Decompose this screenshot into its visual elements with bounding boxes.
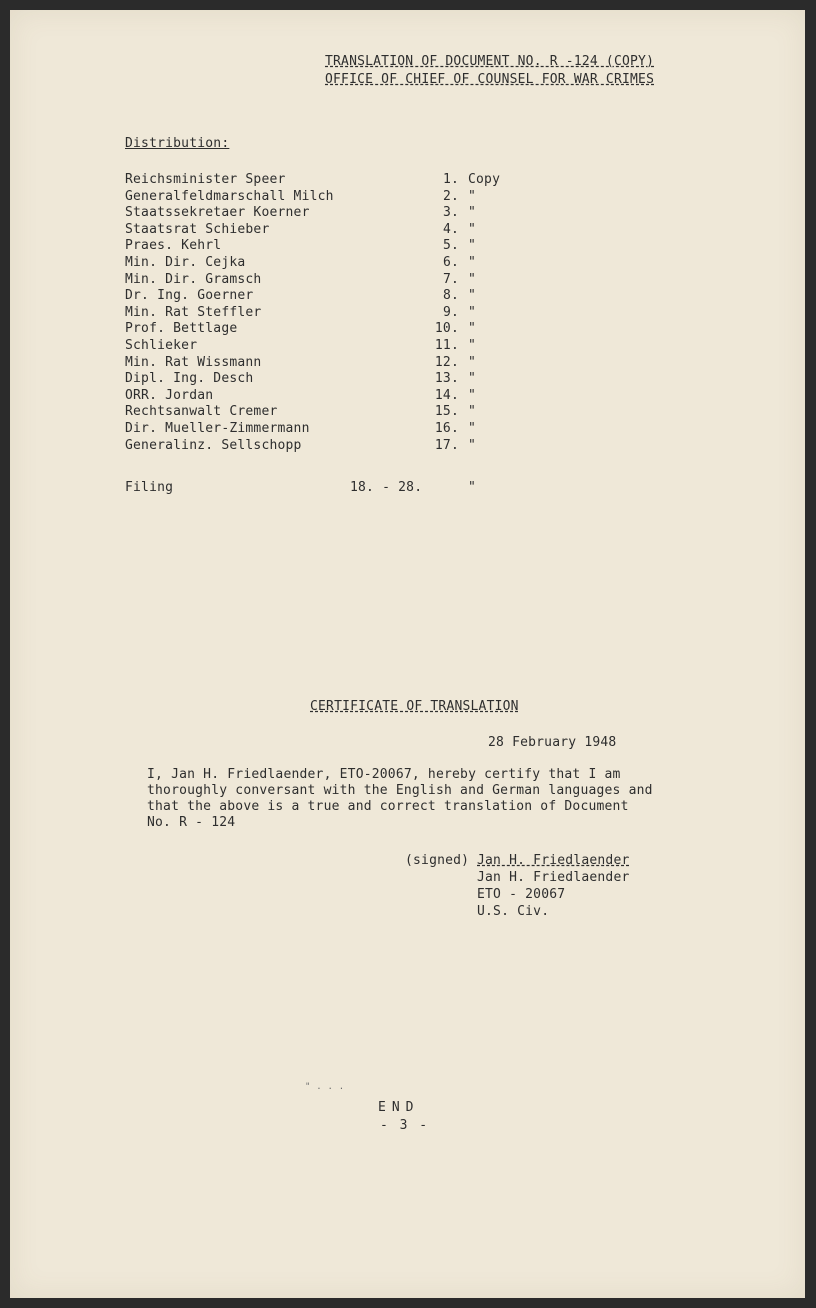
copy-label: " <box>468 205 477 221</box>
recipient-name: Dr. Ing. Goerner <box>125 288 254 304</box>
distribution-row <box>125 272 545 289</box>
copy-number: 17. <box>434 437 459 453</box>
end-marker: END <box>378 1100 420 1115</box>
distribution-row <box>125 189 545 206</box>
distribution-row <box>125 421 545 438</box>
copy-label: " <box>468 288 477 304</box>
certificate-title: CERTIFICATE OF TRANSLATION <box>310 699 519 714</box>
copy-label: " <box>468 188 477 204</box>
copy-label: " <box>468 254 477 270</box>
recipient-name: Reichsminister Speer <box>125 172 286 187</box>
copy-number: 6. <box>442 254 459 270</box>
copy-number: 14. <box>434 387 459 403</box>
copy-number: 9. <box>442 304 459 320</box>
translator-status: U.S. Civ. <box>477 904 550 919</box>
distribution-row <box>125 404 545 421</box>
page-number: - 3 - <box>380 1118 430 1133</box>
recipient-name: Generalinz. Sellschopp <box>125 437 302 453</box>
copy-label: " <box>468 337 477 353</box>
recipient-name: ORR. Jordan <box>125 387 214 403</box>
signed-name: Jan H. Friedlaender <box>477 853 630 868</box>
translator-name: Jan H. Friedlaender <box>477 870 630 885</box>
copy-number: 13. <box>434 371 459 387</box>
copy-label: " <box>468 420 477 436</box>
filing-range: 18. - 28. <box>350 480 423 495</box>
translator-serial: ETO - 20067 <box>477 887 566 902</box>
copy-number: 10. <box>434 321 459 337</box>
copy-number: 8. <box>442 288 459 304</box>
stray-marks: " . . . <box>305 1082 345 1092</box>
copy-number: 15. <box>434 404 459 420</box>
certificate-line: that the above is a true and correct translation of Document <box>147 799 629 814</box>
distribution-row <box>125 371 545 388</box>
distribution-list <box>125 172 545 454</box>
distribution-row <box>125 338 545 355</box>
copy-label: " <box>468 387 477 403</box>
copy-label: " <box>468 354 477 370</box>
distribution-row <box>125 321 545 338</box>
copy-label: " <box>468 371 477 387</box>
recipient-name: Praes. Kehrl <box>125 238 222 254</box>
copy-number: 2. <box>442 188 459 204</box>
distribution-row <box>125 288 545 305</box>
copy-label: " <box>468 304 477 320</box>
copy-number: 3. <box>442 205 459 221</box>
distribution-row <box>125 238 545 255</box>
certificate-date: 28 February 1948 <box>488 735 617 750</box>
recipient-name: Min. Rat Wissmann <box>125 354 262 370</box>
filing-row <box>125 480 545 498</box>
distribution-row <box>125 205 545 222</box>
recipient-name: Dir. Mueller-Zimmermann <box>125 420 310 436</box>
copy-number: 5. <box>442 238 459 254</box>
distribution-row <box>125 222 545 239</box>
copy-label: " <box>468 437 477 453</box>
certificate-line: thoroughly conversant with the English and German languages and <box>147 783 653 798</box>
certificate-line: I, Jan H. Friedlaender, ETO-20067, hereby certify that I am <box>147 767 621 782</box>
copy-number: 7. <box>442 271 459 287</box>
distribution-title: Distribution: <box>125 136 230 151</box>
header-office: OFFICE OF CHIEF OF COUNSEL FOR WAR CRIMES <box>325 72 655 87</box>
recipient-name: Staatsrat Schieber <box>125 221 270 237</box>
copy-number: 1. <box>442 172 459 187</box>
recipient-name: Rechtsanwalt Cremer <box>125 404 278 420</box>
copy-label: " <box>468 238 477 254</box>
copy-label: " <box>468 221 477 237</box>
filing-label: Filing <box>125 480 174 495</box>
recipient-name: Staatssekretaer Koerner <box>125 205 310 221</box>
certificate-line: No. R - 124 <box>147 815 236 830</box>
recipient-name: Generalfeldmarschall Milch <box>125 188 334 204</box>
copy-number: 16. <box>434 420 459 436</box>
recipient-name: Min. Dir. Gramsch <box>125 271 262 287</box>
recipient-name: Min. Dir. Cejka <box>125 254 246 270</box>
distribution-row <box>125 305 545 322</box>
recipient-name: Prof. Bettlage <box>125 321 238 337</box>
filing-copy: " <box>468 480 477 495</box>
copy-label: " <box>468 271 477 287</box>
header-title: TRANSLATION OF DOCUMENT NO. R -124 (COPY) <box>325 54 655 69</box>
recipient-name: Min. Rat Steffler <box>125 304 262 320</box>
copy-number: 12. <box>434 354 459 370</box>
copy-label: Copy <box>468 172 501 187</box>
distribution-row <box>125 355 545 372</box>
distribution-row <box>125 438 545 455</box>
copy-label: " <box>468 321 477 337</box>
recipient-name: Dipl. Ing. Desch <box>125 371 254 387</box>
distribution-row <box>125 255 545 272</box>
recipient-name: Schlieker <box>125 337 198 353</box>
copy-number: 4. <box>442 221 459 237</box>
distribution-row <box>125 172 545 189</box>
copy-label: " <box>468 404 477 420</box>
signed-label: (signed) <box>405 853 470 868</box>
certificate-body <box>147 767 687 831</box>
copy-number: 11. <box>434 337 459 353</box>
distribution-row <box>125 388 545 405</box>
document-page <box>10 10 805 1298</box>
